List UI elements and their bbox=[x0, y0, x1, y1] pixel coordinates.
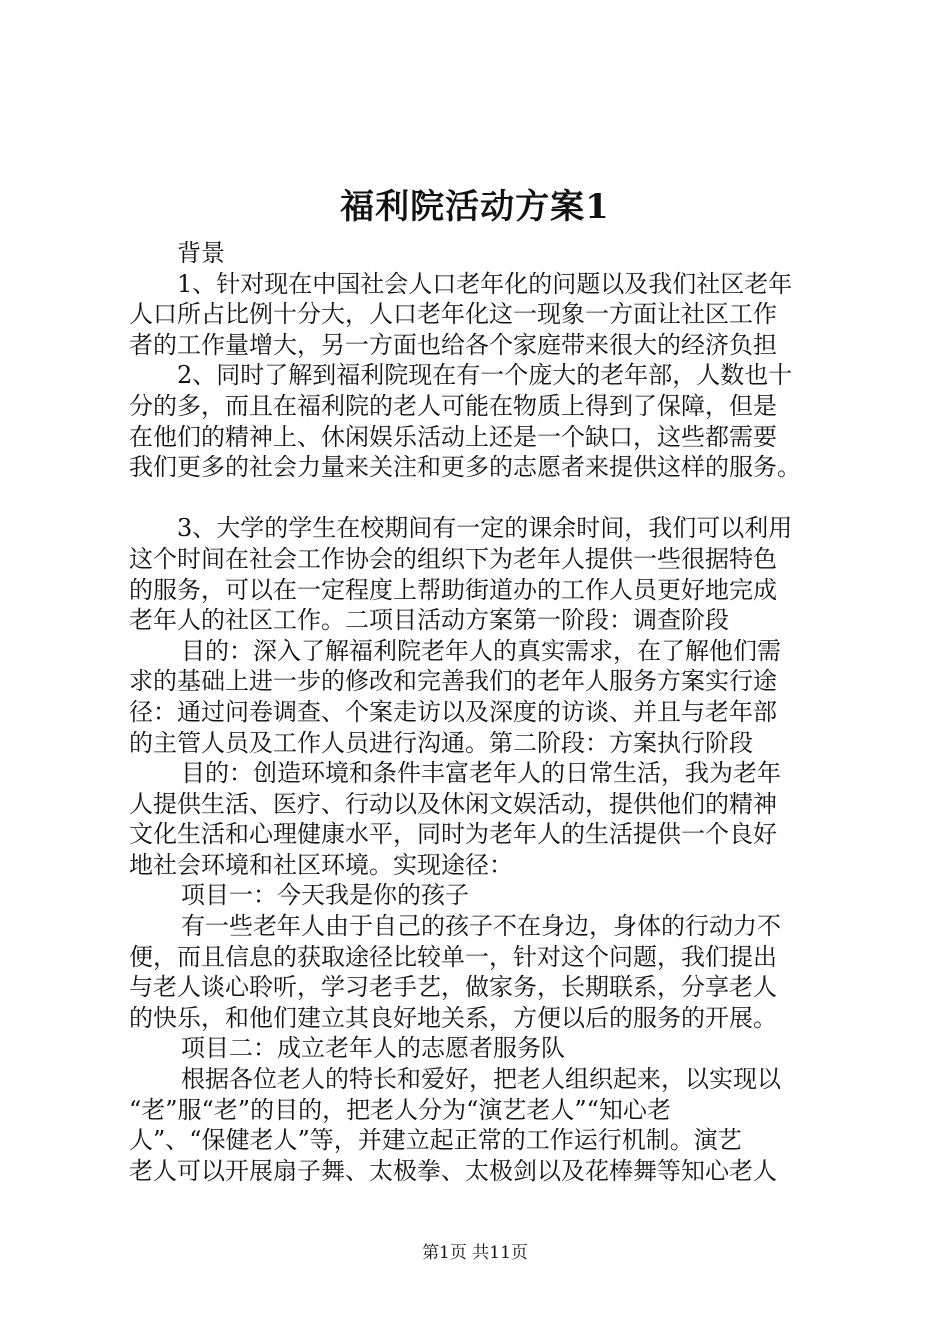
project-heading: 项目二：成立老年人的志愿者服务队 bbox=[181, 1034, 565, 1063]
paragraph-line: 与老人谈心聆听，学习老手艺，做家务，长期联系，分享老人 bbox=[129, 973, 777, 1002]
paragraph-line: 求的基础上进一步的修改和完善我们的老年人服务方案实行途 bbox=[129, 667, 777, 696]
paragraph-line: 人提供生活、医疗、行动以及休闲文娱活动，提供他们的精神 bbox=[129, 789, 777, 818]
paragraph-line: 老人可以开展扇子舞、太极拳、太极剑以及花棒舞等知心老人 bbox=[129, 1156, 777, 1185]
section-heading-background: 背景 bbox=[177, 239, 225, 267]
paragraph-line: 根据各位老人的特长和爱好，把老人组织起来，以实现以 bbox=[181, 1065, 781, 1094]
paragraph-line: 的主管人员及工作人员进行沟通。第二阶段：方案执行阶段 bbox=[129, 728, 753, 757]
blank-line bbox=[129, 483, 829, 514]
paragraph-line: 人口所占比例十分大，人口老年化这一现象一方面让社区工作 bbox=[129, 300, 777, 329]
paragraph-line: 地社会环境和社区环境。实现途径： bbox=[129, 850, 513, 879]
paragraph-line: “老”服“老”的目的，把老人分为“演艺老人”“知心老 bbox=[129, 1095, 671, 1124]
paragraph-line: 我们更多的社会力量来关注和更多的志愿者来提供这样的服务。 bbox=[129, 453, 801, 482]
paragraph-line: 有一些老年人由于自己的孩子不在身边，身体的行动力不 bbox=[181, 912, 781, 941]
document-body bbox=[129, 238, 829, 1186]
paragraph-line: 者的工作量增大，另一方面也给各个家庭带来很大的经济负担 bbox=[129, 330, 777, 359]
paragraph-line: 的服务，可以在一定程度上帮助街道办的工作人员更好地完成 bbox=[129, 575, 777, 604]
paragraph-line: 径：通过问卷调查、个案走访以及深度的访谈、并且与老年部 bbox=[129, 697, 777, 726]
paragraph-line: 目的：深入了解福利院老年人的真实需求，在了解他们需 bbox=[181, 636, 781, 665]
paragraph-line: 文化生活和心理健康水平，同时为老年人的生活提供一个良好 bbox=[129, 820, 777, 849]
page-number-footer: 第1页 共11页 bbox=[422, 1243, 528, 1263]
paragraph-line: 1、针对现在中国社会人口老年化的问题以及我们社区老年 bbox=[177, 269, 793, 298]
document-title: 福利院活动方案1 bbox=[340, 187, 610, 227]
project-heading: 项目一：今天我是你的孩子 bbox=[181, 881, 469, 910]
paragraph-line: 的快乐，和他们建立其良好地关系，方便以后的服务的开展。 bbox=[129, 1003, 777, 1032]
paragraph-line: 目的：创造环境和条件丰富老年人的日常生活，我为老年 bbox=[181, 759, 781, 788]
paragraph-line: 老年人的社区工作。二项目活动方案第一阶段：调查阶段 bbox=[129, 606, 729, 635]
paragraph-line: 分的多，而且在福利院的老人可能在物质上得到了保障，但是 bbox=[129, 391, 777, 420]
paragraph-line: 便，而且信息的获取途径比较单一，针对这个问题，我们提出 bbox=[129, 942, 777, 971]
paragraph-line: 这个时间在社会工作协会的组织下为老年人提供一些很据特色 bbox=[129, 544, 777, 573]
paragraph-line: 2、同时了解到福利院现在有一个庞大的老年部，人数也十 bbox=[177, 361, 793, 390]
paragraph-line: 3、大学的学生在校期间有一定的课余时间，我们可以利用 bbox=[177, 514, 793, 543]
paragraph-line: 在他们的精神上、休闲娱乐活动上还是一个缺口，这些都需要 bbox=[129, 422, 777, 451]
paragraph-line: 人”、“保健老人”等，并建立起正常的工作运行机制。演艺 bbox=[129, 1126, 742, 1155]
